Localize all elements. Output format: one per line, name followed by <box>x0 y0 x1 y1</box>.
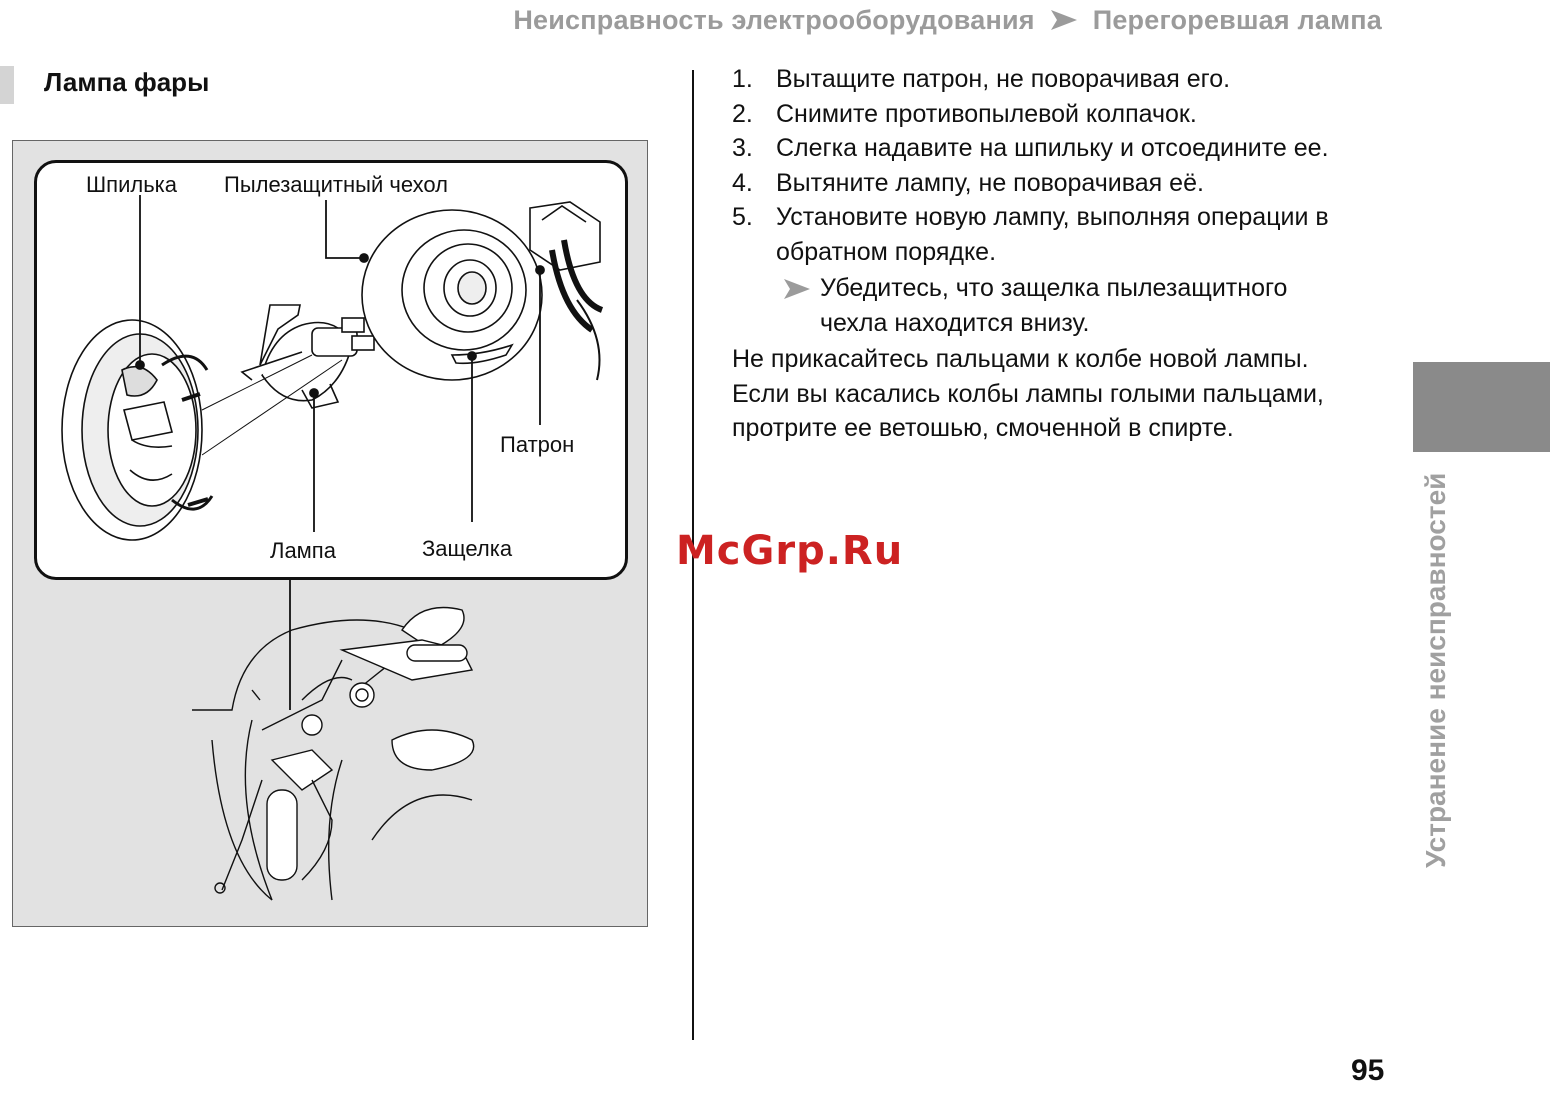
step-number: 5. <box>732 203 753 231</box>
instruction-steps <box>732 62 1382 269</box>
section-marker <box>0 66 14 104</box>
side-tab-label: Устранение неисправностей <box>1420 472 1451 868</box>
step-item <box>732 62 1382 97</box>
step-item <box>732 97 1382 132</box>
step-text: Вытяните лампу, не поворачивая её. <box>776 168 1204 197</box>
note-pointer-icon <box>782 277 812 301</box>
dust-cover-drawing <box>362 210 542 380</box>
header-subsection: Перегоревшая лампа <box>1092 4 1382 35</box>
step-number: 2. <box>732 99 753 128</box>
step-number: 1. <box>732 65 753 93</box>
pointer-triangle-icon <box>1049 8 1079 32</box>
headlight-illustration <box>12 140 648 927</box>
step-text: Снимите противопылевой колпачок. <box>776 99 1197 128</box>
warning-line: Если вы касались колбы лампы голыми пальцами, <box>732 379 1324 408</box>
label-dust-cover: Пылезащитный чехол <box>224 172 448 197</box>
step-item <box>732 166 1382 201</box>
step-item <box>732 131 1382 166</box>
running-header <box>513 0 1382 40</box>
label-bulb: Лампа <box>270 538 336 563</box>
label-pin: Шпилька <box>86 172 178 197</box>
side-tab-marker <box>1413 362 1550 452</box>
step-text: Установите новую лампу, выполняя операции в обратном порядке. <box>776 203 1329 266</box>
step-item <box>732 200 1382 269</box>
warning-paragraph <box>732 342 1382 446</box>
step-number: 4. <box>732 168 753 197</box>
section-title: Лампа фары <box>44 67 210 97</box>
step-text: Вытащите патрон, не поворачивая его. <box>776 65 1231 93</box>
label-latch: Защелка <box>422 536 513 561</box>
watermark: McGrp.Ru <box>676 528 904 574</box>
note <box>782 271 1342 340</box>
warning-line: Не прикасайтесь пальцами к колбе новой лампы. <box>732 345 1309 373</box>
bulb-drawing <box>202 305 374 455</box>
motorcycle-drawing <box>187 608 475 906</box>
label-socket: Патрон <box>500 432 575 457</box>
note-text: Убедитесь, что защелка пылезащитного чехла находится внизу. <box>820 274 1288 337</box>
headlight-housing <box>62 320 212 540</box>
step-number: 3. <box>732 134 753 162</box>
header-section: Неисправность электрооборудования <box>513 4 1035 35</box>
warning-line: протрите ее ветошью, смоченной в спирте. <box>732 414 1234 442</box>
page-number: 95 <box>1351 1054 1385 1087</box>
step-text: Слегка надавите на шпильку и отсоедините ее. <box>776 134 1329 162</box>
